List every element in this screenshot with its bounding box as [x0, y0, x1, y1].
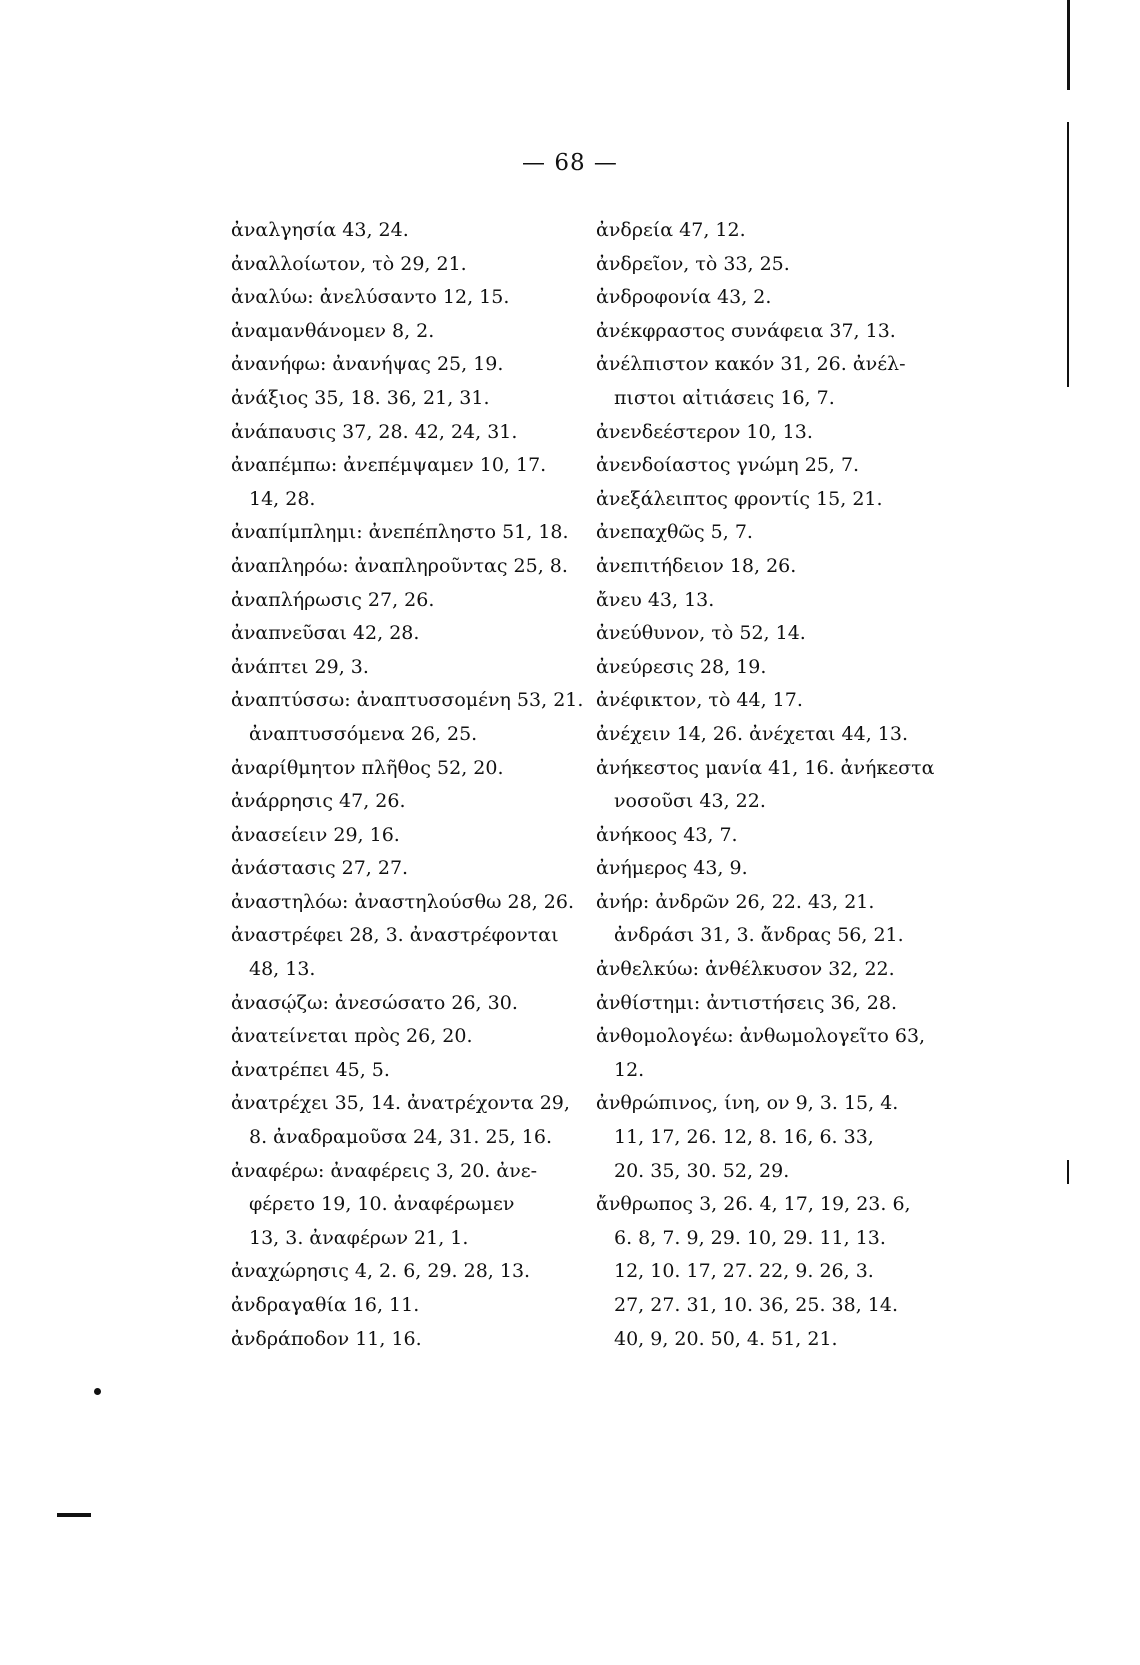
- index-entry: ἀναστηλόω: ἀναστηλούσθω 28, 26.: [231, 890, 575, 913]
- index-entry: ἀνάπτει 29, 3.: [231, 655, 369, 678]
- index-entry-continuation: 8. ἀναδραμοῦσα 24, 31. 25, 16.: [249, 1126, 552, 1149]
- index-entry-continuation: νοσοῦσι 43, 22.: [614, 790, 766, 813]
- index-entry: ἀνήρ: ἀνδρῶν 26, 22. 43, 21.: [596, 890, 875, 913]
- index-entry-continuation: ἀνδράσι 31, 3. ἄνδρας 56, 21.: [614, 924, 904, 947]
- index-entry: ἀνεπαχθῶς 5, 7.: [596, 521, 753, 544]
- scan-margin-line: [1067, 0, 1070, 90]
- index-entry: ἀνδραγαθία 16, 11.: [231, 1294, 420, 1316]
- index-entry: ἀνήμερος 43, 9.: [596, 857, 748, 880]
- index-entry-continuation: 12, 10. 17, 27. 22, 9. 26, 3.: [614, 1260, 874, 1283]
- index-entry: ἀνήκεστος μανία 41, 16. ἀνήκεστα: [596, 756, 935, 779]
- index-entry: ἀνδράποδον 11, 16.: [231, 1327, 422, 1350]
- index-entry-continuation: ἀναπτυσσόμενα 26, 25.: [249, 722, 478, 745]
- index-entry: ἀνασῴζω: ἀνεσώσατο 26, 30.: [231, 991, 518, 1014]
- index-entry: ἀνανήφω: ἀνανήψας 25, 19.: [231, 353, 504, 376]
- index-entry: ἀνάστασις 27, 27.: [231, 857, 409, 880]
- index-entry: ἄνευ 43, 13.: [596, 588, 715, 611]
- index-entry: ἀναλλοίωτον, τὸ 29, 21.: [231, 252, 467, 275]
- index-entry-continuation: 20. 35, 30. 52, 29.: [614, 1159, 790, 1182]
- index-entry: ἀναλύω: ἀνελύσαντο 12, 15.: [231, 286, 510, 309]
- index-entry-continuation: φέρετο 19, 10. ἀναφέρωμεν: [249, 1193, 515, 1216]
- index-entry: ἀνενδεέστερον 10, 13.: [596, 420, 813, 443]
- scan-margin-line: [1067, 1160, 1069, 1184]
- index-entry: ἀναπλήρωσις 27, 26.: [231, 588, 435, 611]
- index-entry: ἀνδροφονία 43, 2.: [596, 286, 772, 309]
- index-entry: ἀναλγησία 43, 24.: [231, 219, 409, 241]
- index-entry-continuation: 27, 27. 31, 10. 36, 25. 38, 14.: [614, 1294, 899, 1316]
- index-entry: ἀνέκφραστος συνάφεια 37, 13.: [596, 319, 896, 342]
- index-entry: ἀναπνεῦσαι 42, 28.: [231, 622, 420, 645]
- index-entry: ἀνάπαυσις 37, 28. 42, 24, 31.: [231, 420, 518, 443]
- index-entry: ἀνεπιτήδειον 18, 26.: [596, 554, 797, 577]
- index-entry: ἀνάξιος 35, 18. 36, 21, 31.: [231, 386, 490, 409]
- index-entry: ἀνθίστημι: ἀντιστήσεις 36, 28.: [596, 991, 897, 1014]
- scan-speck: [94, 1388, 101, 1395]
- index-entry: ἀνεξάλειπτος φροντίς 15, 21.: [596, 487, 883, 510]
- index-entry: ἀναφέρω: ἀναφέρεις 3, 20. ἀνε-: [231, 1159, 538, 1182]
- index-entry: ἀνέλπιστον κακόν 31, 26. ἀνέλ-: [596, 353, 906, 376]
- index-column-left: [231, 214, 591, 1356]
- index-entry: ἀνατείνεται πρὸς 26, 20.: [231, 1025, 473, 1048]
- index-entry: ἀναπίμπλημι: ἀνεπέπληστο 51, 18.: [231, 521, 569, 544]
- index-entry: ἀνδρεία 47, 12.: [596, 219, 746, 241]
- index-entry: ἀνήκοος 43, 7.: [596, 823, 738, 846]
- index-entry: ἀναπληρόω: ἀναπληροῦντας 25, 8.: [231, 554, 568, 577]
- index-entry-continuation: 11, 17, 26. 12, 8. 16, 6. 33,: [614, 1126, 874, 1149]
- index-entry: ἀναμανθάνομεν 8, 2.: [231, 319, 435, 342]
- index-entry: ἀναχώρησις 4, 2. 6, 29. 28, 13.: [231, 1260, 531, 1283]
- index-entry-continuation: 40, 9, 20. 50, 4. 51, 21.: [614, 1327, 838, 1350]
- index-entry: ἀναπτύσσω: ἀναπτυσσομένη 53, 21.: [231, 689, 584, 712]
- index-entry: ἀνεύρεσις 28, 19.: [596, 655, 767, 678]
- page-number: — 68 —: [522, 150, 618, 176]
- index-entry-continuation: 13, 3. ἀναφέρων 21, 1.: [249, 1226, 469, 1249]
- index-column-right: [596, 214, 976, 1356]
- index-entry-continuation: 48, 13.: [249, 958, 316, 981]
- index-entry: ἀνδρεῖον, τὸ 33, 25.: [596, 252, 790, 275]
- index-entry: ἀναπέμπω: ἀνεπέμψαμεν 10, 17.: [231, 454, 547, 477]
- index-entry: ἀνασείειν 29, 16.: [231, 823, 400, 846]
- index-entry: ἄνθρωπος 3, 26. 4, 17, 19, 23. 6,: [596, 1193, 911, 1216]
- index-entry: ἀνέφικτον, τὸ 44, 17.: [596, 689, 803, 712]
- index-entry: ἀνενδοίαστος γνώμη 25, 7.: [596, 454, 860, 477]
- index-entry: ἀνθρώπινος, ίνη, ον 9, 3. 15, 4.: [596, 1092, 899, 1115]
- index-entry: ἀνθομολογέω: ἀνθωμολογεῖτο 63,: [596, 1025, 926, 1048]
- index-entry: ἀνατρέχει 35, 14. ἀνατρέχοντα 29,: [231, 1092, 570, 1115]
- index-entry: ἀναρίθμητον πλῆθος 52, 20.: [231, 756, 504, 779]
- index-entry: ἀνατρέπει 45, 5.: [231, 1058, 390, 1081]
- index-entry: ἀνεύθυνον, τὸ 52, 14.: [596, 622, 806, 645]
- index-entry: ἀνθελκύω: ἀνθέλκυσον 32, 22.: [596, 958, 895, 981]
- index-entry: ἀνέχειν 14, 26. ἀνέχεται 44, 13.: [596, 722, 909, 745]
- index-entry: ἀνάρρησις 47, 26.: [231, 790, 406, 813]
- index-entry-continuation: 6. 8, 7. 9, 29. 10, 29. 11, 13.: [614, 1226, 886, 1249]
- index-entry: ἀναστρέφει 28, 3. ἀναστρέφονται: [231, 924, 559, 947]
- index-entry-continuation: πιστοι αἰτιάσεις 16, 7.: [614, 386, 835, 409]
- scan-dash-mark: [57, 1513, 91, 1517]
- index-entry-continuation: 14, 28.: [249, 487, 316, 510]
- index-entry-continuation: 12.: [614, 1058, 645, 1081]
